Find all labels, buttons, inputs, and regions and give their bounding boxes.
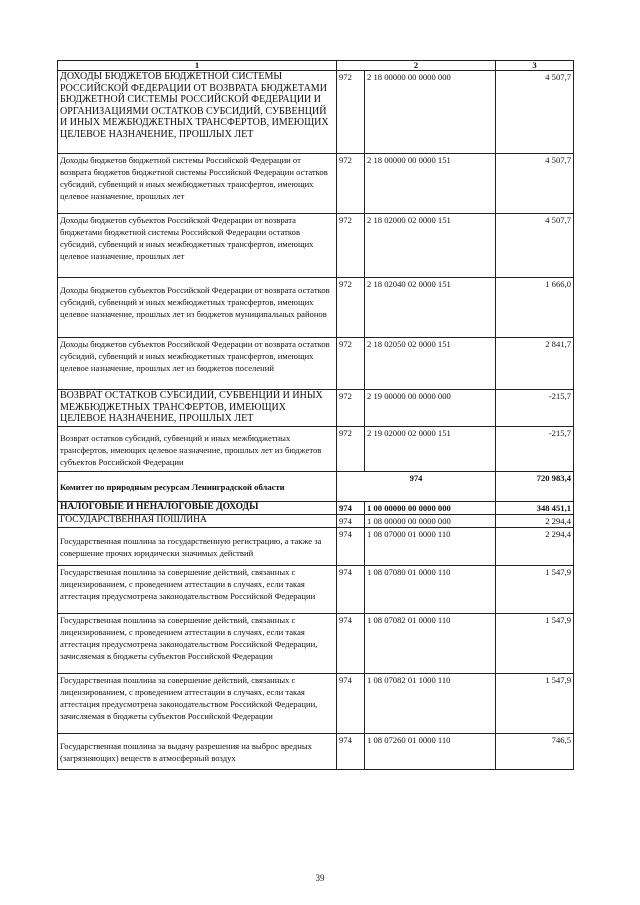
row-sum: 348 451,1: [496, 502, 574, 515]
row-name: Доходы бюджетов субъектов Российской Федерации от возврата бюджетами бюджетной системы Российской Федерации остатков субсидий, субвенций и иных межбюджетных трансфертов, имеющих целевое назначение, прошлых лет: [58, 214, 337, 278]
row-sum: 4 507,7: [496, 71, 574, 154]
row-code: 2 19 00000 00 0000 000: [365, 390, 496, 427]
committee-sum: 720 983,4: [496, 472, 574, 502]
table-row: [58, 515, 574, 528]
row-sum: 2 841,7: [496, 338, 574, 390]
row-admin: 974: [337, 566, 365, 614]
row-name: Доходы бюджетов субъектов Российской Федерации от возврата остатков субсидий, субвенций и иных межбюджетных трансфертов, имеющих целевое назначение, прошлых лет из бюджетов муниципальных районов: [58, 278, 337, 338]
table-row: [58, 674, 574, 734]
committee-row: [58, 472, 574, 502]
table-row: [58, 278, 574, 338]
row-code: 1 00 00000 00 0000 000: [365, 502, 496, 515]
row-name: Государственная пошлина за совершение действий, связанных с лицензированием, с проведением аттестации в случаях, если такая аттестация предусмотрена законодательством Российской Федерации, зачисляемая в бюджеты субъектов Российской Федерации: [58, 614, 337, 674]
table-row: [58, 154, 574, 214]
row-admin: 972: [337, 390, 365, 427]
table-row: [58, 528, 574, 566]
table-row: [58, 502, 574, 515]
table-row: [58, 427, 574, 472]
table-row: [58, 214, 574, 278]
row-sum: 1 547,9: [496, 614, 574, 674]
row-name: ДОХОДЫ БЮДЖЕТОВ БЮДЖЕТНОЙ СИСТЕМЫ РОССИЙСКОЙ ФЕДЕРАЦИИ ОТ ВОЗВРАТА БЮДЖЕТАМИ БЮДЖЕТНОЙ СИСТЕМЫ РОССИЙСКОЙ ФЕДЕРАЦИИ И ОРГАНИЗАЦИЯМИ ОСТАТКОВ СУБСИДИЙ, СУБВЕНЦИЙ И ИНЫХ МЕЖБЮДЖЕТНЫХ ТРАНСФЕРТОВ, ИМЕЮЩИХ ЦЕЛЕВОЕ НАЗНАЧЕНИЕ, ПРОШЛЫХ ЛЕТ: [58, 71, 337, 154]
row-code: 1 08 07260 01 0000 110: [365, 734, 496, 770]
page-number: 39: [315, 873, 325, 883]
row-admin: 972: [337, 71, 365, 154]
row-admin: 974: [337, 528, 365, 566]
row-admin: 974: [337, 502, 365, 515]
row-admin: 974: [337, 614, 365, 674]
row-admin: 972: [337, 338, 365, 390]
row-sum: 2 294,4: [496, 528, 574, 566]
row-code: 2 19 02000 02 0000 151: [365, 427, 496, 472]
committee-admin: 974: [337, 472, 496, 502]
col-header-2: 2: [337, 61, 496, 71]
row-admin: 974: [337, 674, 365, 734]
row-sum: 1 666,0: [496, 278, 574, 338]
row-name: ГОСУДАРСТВЕННАЯ ПОШЛИНА: [58, 515, 337, 528]
table-row: [58, 390, 574, 427]
row-sum: 1 547,9: [496, 566, 574, 614]
table-row: [58, 614, 574, 674]
table-row: [58, 734, 574, 770]
row-name: Государственная пошлина за выдачу разрешения на выброс вредных (загрязняющих) веществ в атмосферный воздух: [58, 734, 337, 770]
row-admin: 972: [337, 154, 365, 214]
row-name: НАЛОГОВЫЕ И НЕНАЛОГОВЫЕ ДОХОДЫ: [58, 502, 337, 515]
row-name: Доходы бюджетов субъектов Российской Федерации от возврата остатков субсидий, субвенций и иных межбюджетных трансфертов, имеющих целевое назначение, прошлых лет из бюджетов поселений: [58, 338, 337, 390]
table-row: [58, 566, 574, 614]
row-code: 2 18 00000 00 0000 000: [365, 71, 496, 154]
row-code: 1 08 07082 01 0000 110: [365, 614, 496, 674]
row-name: Доходы бюджетов бюджетной системы Российской Федерации от возврата бюджетов бюджетной системы Российской Федерации остатков субсидий, субвенций и иных межбюджетных трансфертов, имеющих целевое назначение, прошлых лет: [58, 154, 337, 214]
row-code: 1 08 07082 01 1000 110: [365, 674, 496, 734]
row-code: 2 18 02050 02 0000 151: [365, 338, 496, 390]
row-admin: 974: [337, 734, 365, 770]
budget-table: [57, 60, 574, 770]
col-header-1: 1: [58, 61, 337, 71]
row-code: 1 08 07080 01 0000 110: [365, 566, 496, 614]
table-row: [58, 338, 574, 390]
row-code: 2 18 02000 02 0000 151: [365, 214, 496, 278]
committee-name: Комитет по природным ресурсам Ленинградской области: [58, 472, 337, 502]
row-name: Возврат остатков субсидий, субвенций и иных межбюджетных трансфертов, имеющих целевое назначение, прошлых лет из бюджетов субъектов Российской Федерации: [58, 427, 337, 472]
row-code: 2 18 02040 02 0000 151: [365, 278, 496, 338]
row-name: ВОЗВРАТ ОСТАТКОВ СУБСИДИЙ, СУБВЕНЦИЙ И ИНЫХ МЕЖБЮДЖЕТНЫХ ТРАНСФЕРТОВ, ИМЕЮЩИХ ЦЕЛЕВОЕ НАЗНАЧЕНИЕ, ПРОШЛЫХ ЛЕТ: [58, 390, 337, 427]
row-sum: -215,7: [496, 390, 574, 427]
header-row: [58, 61, 574, 71]
row-sum: -215,7: [496, 427, 574, 472]
row-sum: 746,5: [496, 734, 574, 770]
row-code: 2 18 00000 00 0000 151: [365, 154, 496, 214]
row-admin: 972: [337, 427, 365, 472]
row-sum: 1 547,9: [496, 674, 574, 734]
row-admin: 972: [337, 278, 365, 338]
row-sum: 2 294,4: [496, 515, 574, 528]
row-admin: 974: [337, 515, 365, 528]
table-row: [58, 71, 574, 154]
row-code: 1 08 07000 01 0000 110: [365, 528, 496, 566]
row-sum: 4 507,7: [496, 214, 574, 278]
row-name: Государственная пошлина за совершение действий, связанных с лицензированием, с проведением аттестации в случаях, если такая аттестация предусмотрена законодательством Российской Федерации: [58, 566, 337, 614]
row-code: 1 08 00000 00 0000 000: [365, 515, 496, 528]
col-header-3: 3: [496, 61, 574, 71]
row-name: Государственная пошлина за совершение действий, связанных с лицензированием, с проведением аттестации в случаях, если такая аттестация предусмотрена законодательством Российской Федерации, зачисляемая в бюджеты субъектов Российской Федерации: [58, 674, 337, 734]
row-name: Государственная пошлина за государственную регистрацию, а также за совершение прочих юридически значимых действий: [58, 528, 337, 566]
row-admin: 972: [337, 214, 365, 278]
row-sum: 4 507,7: [496, 154, 574, 214]
